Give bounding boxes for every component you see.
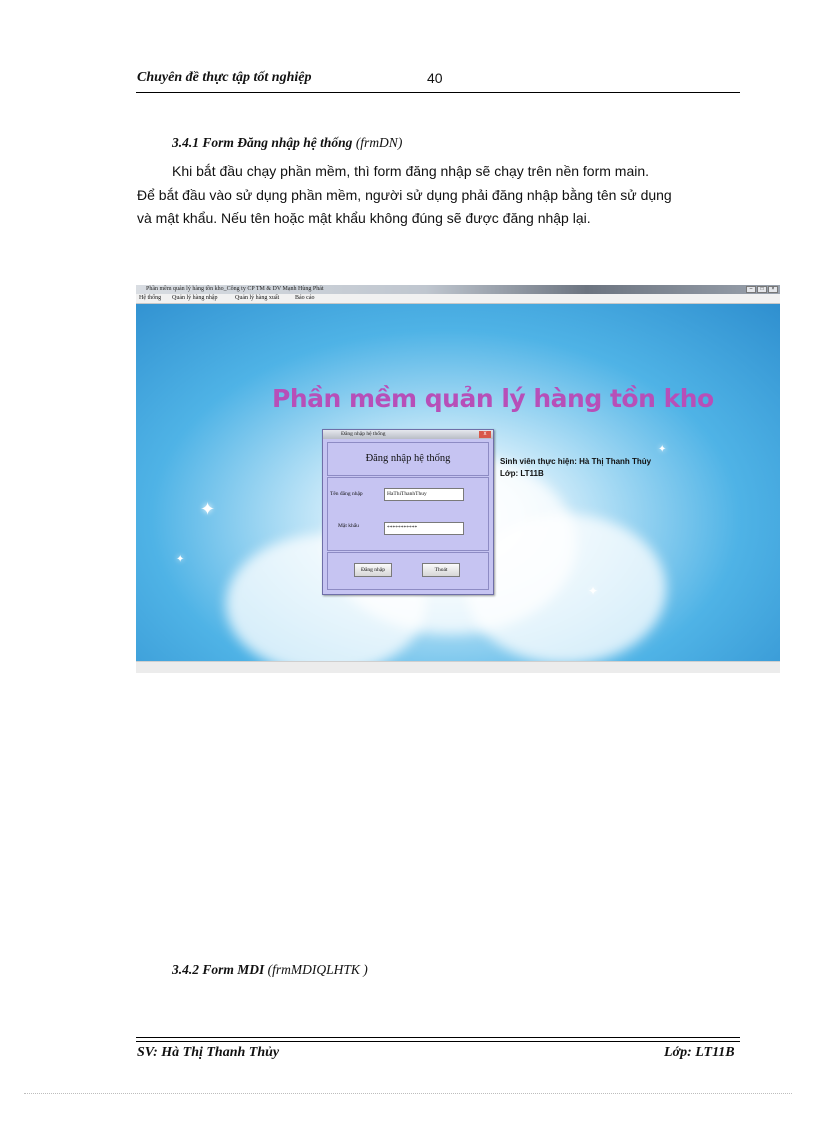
app-titlebar xyxy=(136,285,780,294)
window-controls xyxy=(746,286,778,293)
sparkle-icon: ✦ xyxy=(200,499,216,519)
header-title: Chuyên đề thực tập tốt nghiệp xyxy=(137,70,312,85)
header-rule xyxy=(136,92,740,93)
paragraph-line-1: Khi bắt đầu chạy phần mềm, thì form đăng nhập sẽ chạy trên nền form main. xyxy=(172,163,650,179)
section-heading-code: (frmDN) xyxy=(355,135,403,150)
exit-button[interactable]: Thoát xyxy=(422,563,460,577)
close-icon[interactable]: × xyxy=(768,286,778,293)
cloud-shape xyxy=(466,514,666,664)
section-heading-code: (frmMDIQLHTK ) xyxy=(267,962,368,977)
menu-quan-ly-hang-nhap[interactable]: Quản lý hàng nhập xyxy=(172,295,218,301)
sparkle-icon: ✦ xyxy=(176,554,185,565)
app-statusbar xyxy=(136,661,780,673)
footer-student: SV: Hà Thị Thanh Thủy xyxy=(137,1045,280,1060)
page-bottom-dotted-line xyxy=(24,1093,792,1094)
menu-quan-ly-hang-xuat[interactable]: Quản lý hàng xuất xyxy=(235,295,280,301)
dialog-titlebar xyxy=(323,430,493,439)
sparkle-icon: ✦ xyxy=(588,584,599,598)
paragraph-line-3: và mật khẩu. Nếu tên hoặc mật khẩu không đúng sẽ được đăng nhập lại. xyxy=(137,210,591,226)
username-label: Tên đăng nhập xyxy=(330,491,363,497)
footer-class: Lớp: LT11B xyxy=(664,1045,735,1060)
dialog-buttons xyxy=(327,552,489,590)
dialog-fields xyxy=(327,477,489,551)
student-info xyxy=(500,456,651,480)
password-input[interactable]: *********** xyxy=(384,522,464,535)
app-menubar xyxy=(136,294,780,304)
maximize-icon[interactable]: □ xyxy=(757,286,767,293)
username-input[interactable]: HaThiThanhThuy xyxy=(384,488,464,501)
dialog-heading: Đăng nhập hệ thống xyxy=(327,442,489,476)
sparkle-icon: ✦ xyxy=(658,444,667,455)
footer-rule xyxy=(136,1041,740,1042)
body-paragraph xyxy=(137,160,737,231)
password-label: Mật khẩu xyxy=(338,523,359,529)
menu-he-thong[interactable]: Hệ thống xyxy=(139,295,162,301)
desktop-background xyxy=(136,304,780,661)
section-heading-login xyxy=(172,135,402,151)
dialog-close-icon[interactable]: x xyxy=(479,431,491,438)
login-dialog xyxy=(322,429,494,595)
dialog-title: Đăng nhập hệ thống xyxy=(341,431,386,437)
section-heading-text: 3.4.2 Form MDI xyxy=(172,962,265,977)
login-button[interactable]: Đăng nhập xyxy=(354,563,392,577)
login-screenshot xyxy=(136,285,780,673)
app-window-title: Phần mềm quản lý hàng tồn kho_Công ty CP TM & DV Mạnh Hùng Phát xyxy=(146,286,324,292)
footer-rule xyxy=(136,1037,740,1038)
student-name: Sinh viên thực hiện: Hà Thị Thanh Thủy xyxy=(500,457,652,466)
page-number: 40 xyxy=(427,70,443,86)
app-banner-title: Phần mềm quản lý hàng tồn kho xyxy=(272,384,714,413)
menu-bao-cao[interactable]: Báo cáo xyxy=(295,295,315,301)
student-class: Lớp: LT11B xyxy=(500,469,544,478)
paragraph-line-2: Để bắt đầu vào sử dụng phần mềm, người sử dụng phải đăng nhập bằng tên sử dụng xyxy=(137,186,672,203)
section-heading-mdi xyxy=(172,962,368,978)
minimize-icon[interactable]: – xyxy=(746,286,756,293)
section-heading-text: 3.4.1 Form Đăng nhập hệ thống xyxy=(172,135,353,150)
